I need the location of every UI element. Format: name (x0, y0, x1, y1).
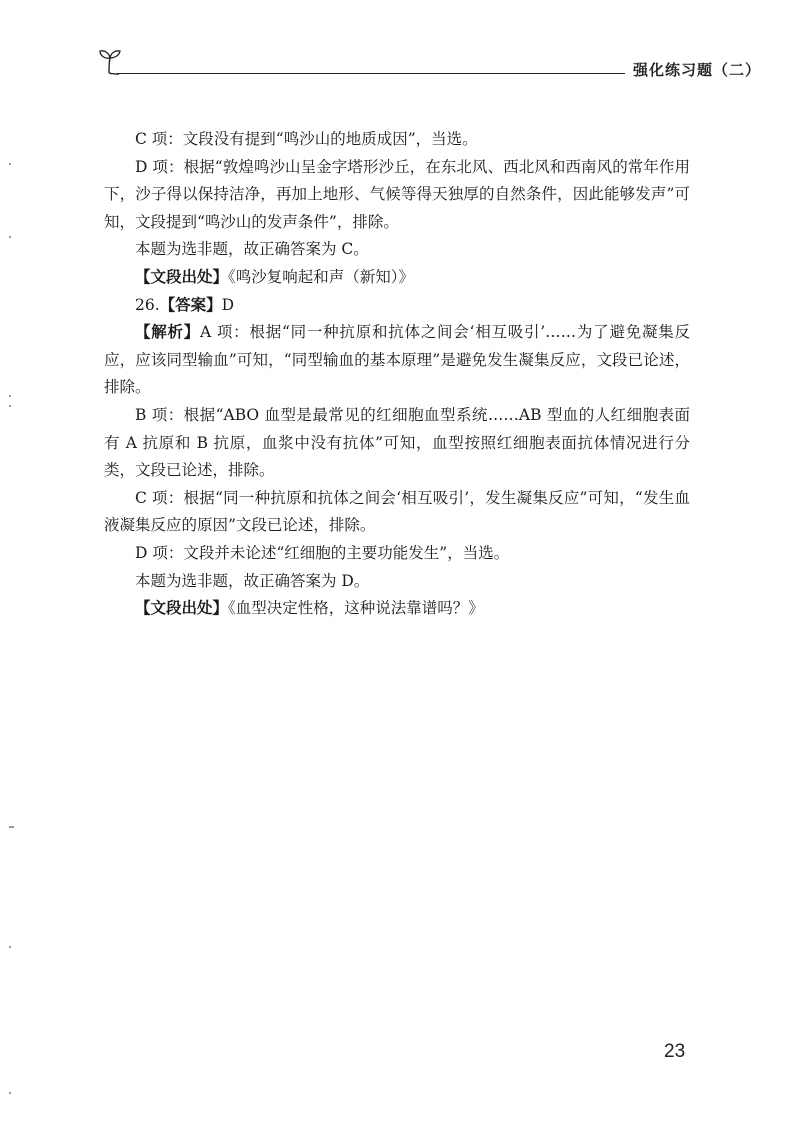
answer-text: D (221, 295, 235, 314)
question-number: 26. (135, 295, 160, 314)
paragraph-text: 本题为选非题，故正确答案为 D。 (135, 571, 370, 590)
paragraph-c-option (104, 126, 690, 154)
paragraph-c-option-2 (104, 485, 690, 540)
paragraph-text: A 项：根据“同一种抗原和抗体之间会‘相互吸引’……为了避免凝集反应，应该同型输血”可知，“同型输血的基本原理”是避免发生凝集反应，文段已论述，排除。 (104, 323, 690, 397)
page-number: 23 (664, 1041, 686, 1062)
paragraph-question-answer (104, 292, 690, 320)
paragraph-b-option (104, 402, 690, 485)
paragraph-text: D 项：文段并未论述“红细胞的主要功能发生”，当选。 (135, 543, 510, 562)
source-text: 《血型决定性格，这种说法靠谱吗？》 (228, 599, 484, 618)
paragraph-text: D 项：根据“敦煌鸣沙山呈金字塔形沙丘，在东北风、西北风和西南风的常年作用下，沙子得以保持洁净，再加上地形、气候等得天独厚的自然条件，因此能够发声”可知，文段提到“鸣沙山的发声条件”，排除。 (104, 157, 690, 231)
page-body (104, 126, 690, 623)
margin-mark (9, 1092, 11, 1094)
margin-mark (9, 236, 11, 238)
paragraph-text: C 项：文段没有提到“鸣沙山的地质成因”，当选。 (135, 130, 478, 148)
margin-mark (9, 163, 11, 165)
source-label: 【文段出处】 (135, 267, 229, 286)
paragraph-d-option (104, 154, 690, 237)
running-title: 强化练习题（二） (633, 61, 762, 79)
page-header (95, 46, 762, 86)
paragraph-text: 本题为选非题，故正确答案为 C。 (135, 240, 369, 259)
paragraph-text: C 项：根据“同一种抗原和抗体之间会‘相互吸引’，发生凝集反应”可知，“发生血液凝集反应的原因”文段已论述，排除。 (104, 488, 690, 535)
margin-mark (9, 395, 11, 397)
answer-label: 【答案】 (159, 295, 222, 314)
sprout-icon (95, 46, 125, 76)
margin-mark (9, 826, 14, 828)
source-label: 【文段出处】 (135, 599, 229, 618)
paragraph-source (104, 264, 690, 292)
paragraph-answer-summary-2 (104, 568, 690, 596)
header-rule (117, 73, 625, 74)
margin-mark (9, 405, 11, 407)
paragraph-text: B 项：根据“ABO 血型是最常见的红细胞血型系统……AB 型血的人红细胞表面有 A 抗原和 B 抗原，血浆中没有抗体”可知，血型按照红细胞表面抗体情况进行分类，文段已论述，排除。 (104, 405, 690, 480)
source-text: 《鸣沙复响起和声（新知）》 (228, 267, 415, 286)
paragraph-source-2 (104, 595, 690, 623)
paragraph-analysis (104, 319, 690, 402)
paragraph-answer-summary (104, 236, 690, 264)
analysis-label: 【解析】 (135, 323, 201, 342)
margin-mark (9, 946, 11, 948)
paragraph-d-option-2 (104, 540, 690, 568)
